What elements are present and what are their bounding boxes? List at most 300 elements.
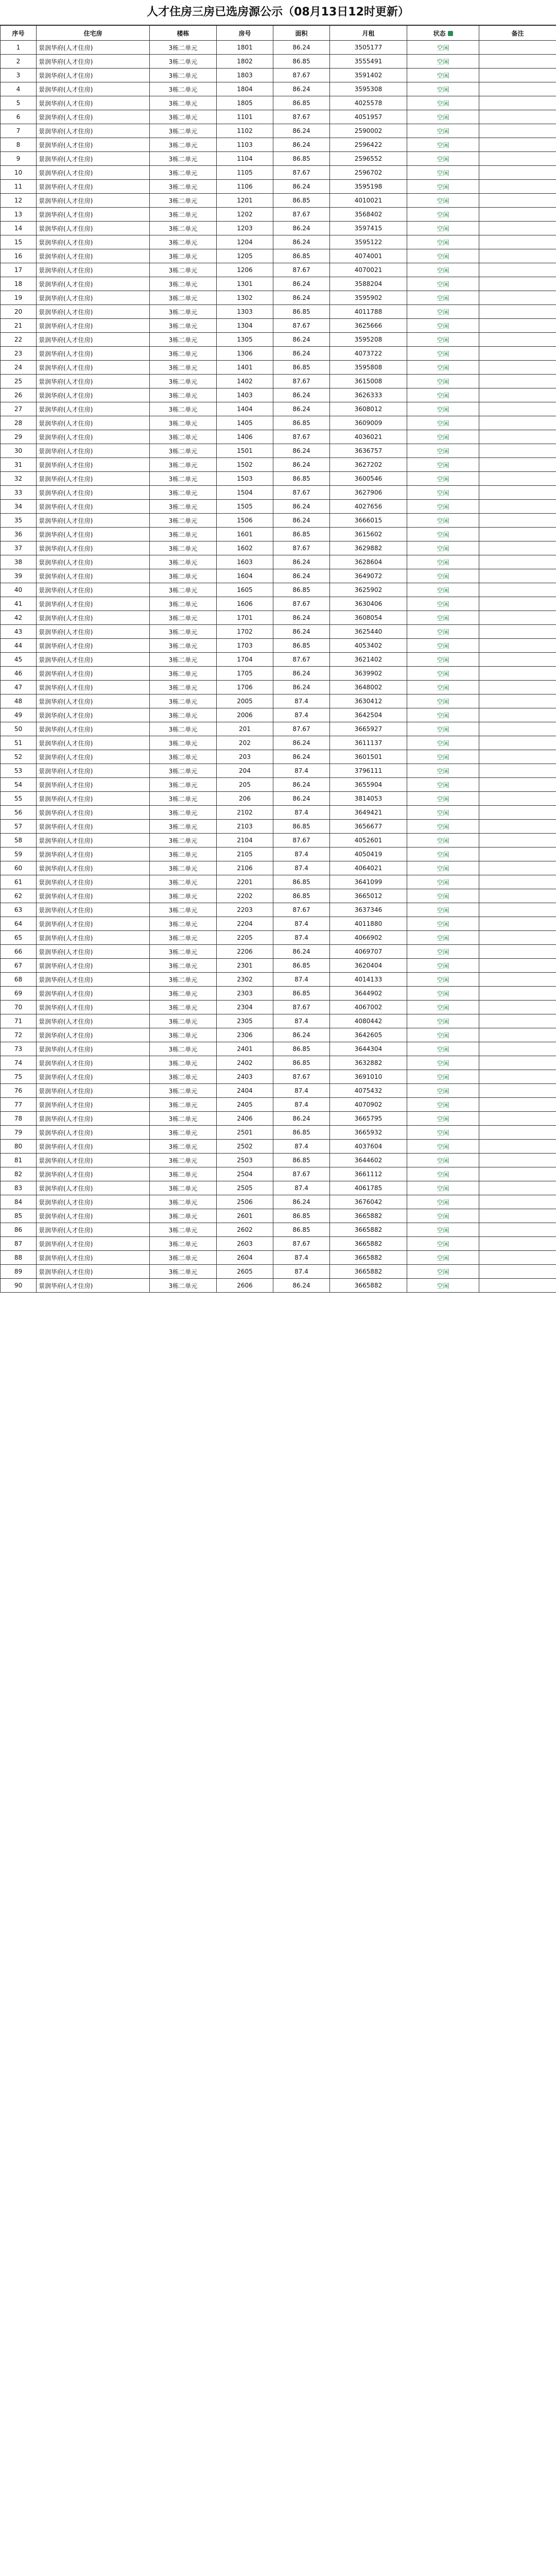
- cell-rent: 3642605: [330, 1028, 407, 1042]
- cell-project: 景润华府(人才住房): [37, 569, 150, 583]
- cell-area: 87.4: [273, 764, 330, 778]
- table-row: [1, 263, 556, 277]
- cell-unit: 2202: [217, 889, 273, 903]
- cell-area: 87.4: [273, 806, 330, 820]
- cell-project: 景润华府(人才住房): [37, 430, 150, 444]
- cell-unit: 2306: [217, 1028, 273, 1042]
- cell-building: 3栋二单元: [150, 96, 217, 110]
- cell-rent: 3648002: [330, 681, 407, 694]
- cell-note: [479, 694, 556, 708]
- cell-area: 86.24: [273, 222, 330, 235]
- cell-note: [479, 1070, 556, 1084]
- cell-building: 3栋二单元: [150, 388, 217, 402]
- cell-building: 3栋二单元: [150, 249, 217, 263]
- housing-table: [0, 25, 556, 1293]
- cell-building: 3栋二单元: [150, 903, 217, 917]
- cell-status: 空闲: [407, 1223, 479, 1237]
- table-row: [1, 1001, 556, 1014]
- cell-index: 54: [1, 778, 37, 792]
- cell-area: 87.67: [273, 375, 330, 388]
- cell-note: [479, 806, 556, 820]
- cell-project: 景润华府(人才住房): [37, 1042, 150, 1056]
- cell-building: 3栋二单元: [150, 152, 217, 166]
- cell-note: [479, 486, 556, 500]
- cell-project: 景润华府(人才住房): [37, 834, 150, 848]
- cell-project: 景润华府(人才住房): [37, 597, 150, 611]
- cell-rent: 3644304: [330, 1042, 407, 1056]
- cell-project: 景润华府(人才住房): [37, 82, 150, 96]
- cell-project: 景润华府(人才住房): [37, 388, 150, 402]
- cell-rent: 4051957: [330, 110, 407, 124]
- cell-unit: 1605: [217, 583, 273, 597]
- cell-rent: 3636757: [330, 444, 407, 458]
- cell-index: 85: [1, 1209, 37, 1223]
- cell-status: 空闲: [407, 514, 479, 528]
- cell-unit: 1506: [217, 514, 273, 528]
- cell-building: 3栋二单元: [150, 861, 217, 875]
- cell-rent: 3665927: [330, 722, 407, 736]
- cell-area: 86.24: [273, 138, 330, 152]
- cell-rent: 3595208: [330, 333, 407, 347]
- cell-unit: 2305: [217, 1014, 273, 1028]
- filter-icon[interactable]: [448, 31, 453, 36]
- cell-area: 86.24: [273, 514, 330, 528]
- cell-project: 景润华府(人才住房): [37, 1140, 150, 1154]
- cell-building: 3栋二单元: [150, 333, 217, 347]
- cell-index: 3: [1, 69, 37, 82]
- cell-rent: 3629882: [330, 541, 407, 555]
- cell-building: 3栋二单元: [150, 69, 217, 82]
- cell-status: 空闲: [407, 555, 479, 569]
- cell-unit: 1402: [217, 375, 273, 388]
- table-body: [1, 41, 556, 1293]
- cell-index: 44: [1, 639, 37, 653]
- cell-area: 87.67: [273, 541, 330, 555]
- cell-unit: 2603: [217, 1237, 273, 1251]
- cell-status: 空闲: [407, 681, 479, 694]
- cell-project: 景润华府(人才住房): [37, 222, 150, 235]
- cell-index: 37: [1, 541, 37, 555]
- col-header-note: 备注: [479, 26, 556, 41]
- cell-building: 3栋二单元: [150, 778, 217, 792]
- cell-unit: 2503: [217, 1154, 273, 1167]
- table-row: [1, 1195, 556, 1209]
- cell-area: 87.4: [273, 694, 330, 708]
- cell-index: 4: [1, 82, 37, 96]
- cell-rent: 4027656: [330, 500, 407, 514]
- table-row: [1, 903, 556, 917]
- cell-status: 空闲: [407, 1001, 479, 1014]
- cell-area: 86.24: [273, 444, 330, 458]
- cell-building: 3栋二单元: [150, 1001, 217, 1014]
- cell-unit: 2302: [217, 973, 273, 987]
- cell-index: 42: [1, 611, 37, 625]
- cell-area: 87.67: [273, 69, 330, 82]
- cell-rent: 3665795: [330, 1112, 407, 1126]
- table-row: [1, 388, 556, 402]
- cell-rent: 3615602: [330, 528, 407, 541]
- cell-index: 72: [1, 1028, 37, 1042]
- cell-project: 景润华府(人才住房): [37, 361, 150, 375]
- cell-status: 空闲: [407, 1154, 479, 1167]
- cell-note: [479, 1084, 556, 1098]
- cell-project: 景润华府(人才住房): [37, 514, 150, 528]
- cell-area: 86.24: [273, 778, 330, 792]
- cell-project: 景润华府(人才住房): [37, 235, 150, 249]
- cell-unit: 2105: [217, 848, 273, 861]
- cell-rent: 3641099: [330, 875, 407, 889]
- cell-index: 55: [1, 792, 37, 806]
- cell-project: 景润华府(人才住房): [37, 41, 150, 55]
- cell-building: 3栋二单元: [150, 583, 217, 597]
- cell-note: [479, 194, 556, 208]
- table-row: [1, 96, 556, 110]
- cell-status: 空闲: [407, 500, 479, 514]
- table-row: [1, 152, 556, 166]
- cell-index: 49: [1, 708, 37, 722]
- cell-note: [479, 1279, 556, 1293]
- cell-status: 空闲: [407, 249, 479, 263]
- cell-unit: 1206: [217, 263, 273, 277]
- cell-unit: 2406: [217, 1112, 273, 1126]
- cell-area: 86.24: [273, 82, 330, 96]
- table-row: [1, 1042, 556, 1056]
- cell-rent: 4070021: [330, 263, 407, 277]
- cell-project: 景润华府(人才住房): [37, 416, 150, 430]
- cell-unit: 1803: [217, 69, 273, 82]
- cell-area: 87.67: [273, 597, 330, 611]
- table-row: [1, 917, 556, 931]
- cell-area: 87.4: [273, 931, 330, 945]
- cell-area: 86.24: [273, 1279, 330, 1293]
- cell-note: [479, 291, 556, 305]
- cell-project: 景润华府(人才住房): [37, 402, 150, 416]
- cell-unit: 1603: [217, 555, 273, 569]
- cell-index: 32: [1, 472, 37, 486]
- cell-building: 3栋二单元: [150, 305, 217, 319]
- cell-rent: 4011788: [330, 305, 407, 319]
- cell-index: 61: [1, 875, 37, 889]
- cell-project: 景润华府(人才住房): [37, 1056, 150, 1070]
- table-row: [1, 889, 556, 903]
- cell-rent: 2590002: [330, 124, 407, 138]
- cell-unit: 2102: [217, 806, 273, 820]
- table-row: [1, 472, 556, 486]
- cell-status: 空闲: [407, 166, 479, 180]
- cell-building: 3栋二单元: [150, 1237, 217, 1251]
- cell-unit: 2405: [217, 1098, 273, 1112]
- cell-area: 86.85: [273, 639, 330, 653]
- cell-rent: 3642504: [330, 708, 407, 722]
- cell-index: 86: [1, 1223, 37, 1237]
- cell-project: 景润华府(人才住房): [37, 263, 150, 277]
- cell-index: 6: [1, 110, 37, 124]
- cell-index: 69: [1, 987, 37, 1001]
- cell-index: 45: [1, 653, 37, 667]
- table-row: [1, 736, 556, 750]
- table-row: [1, 1181, 556, 1195]
- cell-project: 景润华府(人才住房): [37, 194, 150, 208]
- cell-note: [479, 875, 556, 889]
- cell-area: 86.85: [273, 1223, 330, 1237]
- cell-status: 空闲: [407, 402, 479, 416]
- cell-area: 87.4: [273, 1014, 330, 1028]
- cell-index: 15: [1, 235, 37, 249]
- cell-unit: 2506: [217, 1195, 273, 1209]
- table-row: [1, 987, 556, 1001]
- cell-area: 86.85: [273, 959, 330, 973]
- cell-building: 3栋二单元: [150, 235, 217, 249]
- cell-area: 87.67: [273, 486, 330, 500]
- cell-project: 景润华府(人才住房): [37, 653, 150, 667]
- cell-building: 3栋二单元: [150, 472, 217, 486]
- cell-rent: 4036021: [330, 430, 407, 444]
- cell-note: [479, 375, 556, 388]
- cell-area: 86.24: [273, 458, 330, 472]
- cell-project: 景润华府(人才住房): [37, 681, 150, 694]
- cell-unit: 2005: [217, 694, 273, 708]
- table-row: [1, 1251, 556, 1265]
- cell-area: 86.24: [273, 1195, 330, 1209]
- cell-index: 11: [1, 180, 37, 194]
- cell-index: 46: [1, 667, 37, 681]
- cell-note: [479, 388, 556, 402]
- cell-unit: 2604: [217, 1251, 273, 1265]
- cell-status: 空闲: [407, 430, 479, 444]
- table-row: [1, 931, 556, 945]
- cell-unit: 1805: [217, 96, 273, 110]
- cell-note: [479, 500, 556, 514]
- cell-area: 86.24: [273, 500, 330, 514]
- cell-status: 空闲: [407, 1126, 479, 1140]
- cell-status: 空闲: [407, 194, 479, 208]
- cell-note: [479, 597, 556, 611]
- cell-area: 86.85: [273, 96, 330, 110]
- cell-area: 87.67: [273, 1070, 330, 1084]
- cell-index: 12: [1, 194, 37, 208]
- cell-unit: 1302: [217, 291, 273, 305]
- cell-building: 3栋二单元: [150, 639, 217, 653]
- cell-project: 景润华府(人才住房): [37, 486, 150, 500]
- cell-unit: 2502: [217, 1140, 273, 1154]
- cell-status: 空闲: [407, 1028, 479, 1042]
- table-row: [1, 708, 556, 722]
- cell-project: 景润华府(人才住房): [37, 931, 150, 945]
- cell-rent: 3595308: [330, 82, 407, 96]
- cell-unit: 1502: [217, 458, 273, 472]
- table-row: [1, 277, 556, 291]
- cell-building: 3栋二单元: [150, 1028, 217, 1042]
- cell-building: 3栋二单元: [150, 41, 217, 55]
- cell-rent: 3628604: [330, 555, 407, 569]
- cell-building: 3栋二单元: [150, 917, 217, 931]
- cell-rent: 3595198: [330, 180, 407, 194]
- table-row: [1, 1028, 556, 1042]
- cell-rent: 2596702: [330, 166, 407, 180]
- cell-project: 景润华府(人才住房): [37, 208, 150, 222]
- cell-project: 景润华府(人才住房): [37, 694, 150, 708]
- cell-area: 86.85: [273, 1126, 330, 1140]
- cell-note: [479, 792, 556, 806]
- cell-index: 43: [1, 625, 37, 639]
- cell-note: [479, 820, 556, 834]
- cell-index: 51: [1, 736, 37, 750]
- cell-unit: 1401: [217, 361, 273, 375]
- cell-status: 空闲: [407, 973, 479, 987]
- cell-note: [479, 917, 556, 931]
- cell-rent: 2596552: [330, 152, 407, 166]
- cell-area: 87.67: [273, 1001, 330, 1014]
- cell-note: [479, 1181, 556, 1195]
- cell-rent: 4064021: [330, 861, 407, 875]
- table-row: [1, 611, 556, 625]
- cell-area: 87.4: [273, 1181, 330, 1195]
- cell-building: 3栋二单元: [150, 1070, 217, 1084]
- cell-area: 87.4: [273, 973, 330, 987]
- cell-status: 空闲: [407, 1140, 479, 1154]
- table-row: [1, 569, 556, 583]
- cell-rent: 3665882: [330, 1237, 407, 1251]
- cell-status: 空闲: [407, 291, 479, 305]
- cell-rent: 3814053: [330, 792, 407, 806]
- cell-note: [479, 1251, 556, 1265]
- cell-unit: 2304: [217, 1001, 273, 1014]
- cell-unit: 1103: [217, 138, 273, 152]
- cell-rent: 3625666: [330, 319, 407, 333]
- cell-building: 3栋二单元: [150, 222, 217, 235]
- cell-note: [479, 41, 556, 55]
- cell-unit: 1705: [217, 667, 273, 681]
- cell-unit: 2006: [217, 708, 273, 722]
- cell-building: 3栋二单元: [150, 806, 217, 820]
- cell-unit: 202: [217, 736, 273, 750]
- cell-note: [479, 931, 556, 945]
- cell-area: 86.85: [273, 1042, 330, 1056]
- cell-index: 70: [1, 1001, 37, 1014]
- cell-project: 景润华府(人才住房): [37, 375, 150, 388]
- cell-project: 景润华府(人才住房): [37, 987, 150, 1001]
- cell-unit: 1504: [217, 486, 273, 500]
- cell-note: [479, 277, 556, 291]
- cell-project: 景润华府(人才住房): [37, 764, 150, 778]
- cell-unit: 1104: [217, 152, 273, 166]
- cell-index: 24: [1, 361, 37, 375]
- cell-status: 空闲: [407, 416, 479, 430]
- table-row: [1, 1070, 556, 1084]
- cell-area: 87.67: [273, 1167, 330, 1181]
- cell-area: 86.24: [273, 277, 330, 291]
- cell-building: 3栋二单元: [150, 110, 217, 124]
- cell-building: 3栋二单元: [150, 82, 217, 96]
- cell-project: 景润华府(人才住房): [37, 1154, 150, 1167]
- table-row: [1, 945, 556, 959]
- cell-index: 21: [1, 319, 37, 333]
- cell-unit: 2401: [217, 1042, 273, 1056]
- cell-unit: 2602: [217, 1223, 273, 1237]
- cell-status: 空闲: [407, 959, 479, 973]
- cell-note: [479, 333, 556, 347]
- cell-building: 3栋二单元: [150, 931, 217, 945]
- cell-note: [479, 945, 556, 959]
- table-row: [1, 1014, 556, 1028]
- cell-index: 66: [1, 945, 37, 959]
- cell-area: 86.24: [273, 1028, 330, 1042]
- cell-project: 景润华府(人才住房): [37, 1195, 150, 1209]
- cell-status: 空闲: [407, 792, 479, 806]
- cell-index: 67: [1, 959, 37, 973]
- cell-area: 86.85: [273, 528, 330, 541]
- cell-building: 3栋二单元: [150, 277, 217, 291]
- cell-status: 空闲: [407, 528, 479, 541]
- cell-building: 3栋二单元: [150, 694, 217, 708]
- cell-project: 景润华府(人才住房): [37, 1070, 150, 1084]
- cell-rent: 3796111: [330, 764, 407, 778]
- table-row: [1, 402, 556, 416]
- cell-unit: 1404: [217, 402, 273, 416]
- cell-note: [479, 263, 556, 277]
- cell-note: [479, 973, 556, 987]
- cell-note: [479, 583, 556, 597]
- table-row: [1, 166, 556, 180]
- cell-rent: 4052601: [330, 834, 407, 848]
- cell-unit: 1804: [217, 82, 273, 96]
- col-header-status: [407, 26, 479, 41]
- cell-rent: 3600546: [330, 472, 407, 486]
- cell-project: 景润华府(人才住房): [37, 945, 150, 959]
- cell-note: [479, 889, 556, 903]
- cell-index: 77: [1, 1098, 37, 1112]
- cell-project: 景润华府(人才住房): [37, 541, 150, 555]
- cell-note: [479, 1140, 556, 1154]
- cell-unit: 2504: [217, 1167, 273, 1181]
- cell-unit: 1405: [217, 416, 273, 430]
- cell-area: 86.24: [273, 1112, 330, 1126]
- cell-note: [479, 1154, 556, 1167]
- table-row: [1, 110, 556, 124]
- cell-rent: 3608012: [330, 402, 407, 416]
- cell-status: 空闲: [407, 1167, 479, 1181]
- cell-unit: 2404: [217, 1084, 273, 1098]
- cell-rent: 3555491: [330, 55, 407, 69]
- cell-area: 87.4: [273, 1140, 330, 1154]
- cell-index: 53: [1, 764, 37, 778]
- cell-note: [479, 458, 556, 472]
- cell-status: 空闲: [407, 722, 479, 736]
- cell-unit: 2505: [217, 1181, 273, 1195]
- table-row: [1, 848, 556, 861]
- cell-rent: 3627202: [330, 458, 407, 472]
- cell-rent: 4074001: [330, 249, 407, 263]
- table-row: [1, 500, 556, 514]
- cell-building: 3栋二单元: [150, 792, 217, 806]
- cell-rent: 3620404: [330, 959, 407, 973]
- cell-status: 空闲: [407, 277, 479, 291]
- cell-index: 25: [1, 375, 37, 388]
- cell-note: [479, 834, 556, 848]
- cell-note: [479, 1209, 556, 1223]
- cell-status: 空闲: [407, 1042, 479, 1056]
- cell-area: 86.85: [273, 583, 330, 597]
- cell-note: [479, 305, 556, 319]
- cell-area: 86.85: [273, 416, 330, 430]
- cell-building: 3栋二单元: [150, 194, 217, 208]
- table-row: [1, 806, 556, 820]
- cell-area: 87.67: [273, 653, 330, 667]
- cell-index: 17: [1, 263, 37, 277]
- cell-rent: 3666015: [330, 514, 407, 528]
- cell-rent: 4073722: [330, 347, 407, 361]
- cell-area: 86.24: [273, 180, 330, 194]
